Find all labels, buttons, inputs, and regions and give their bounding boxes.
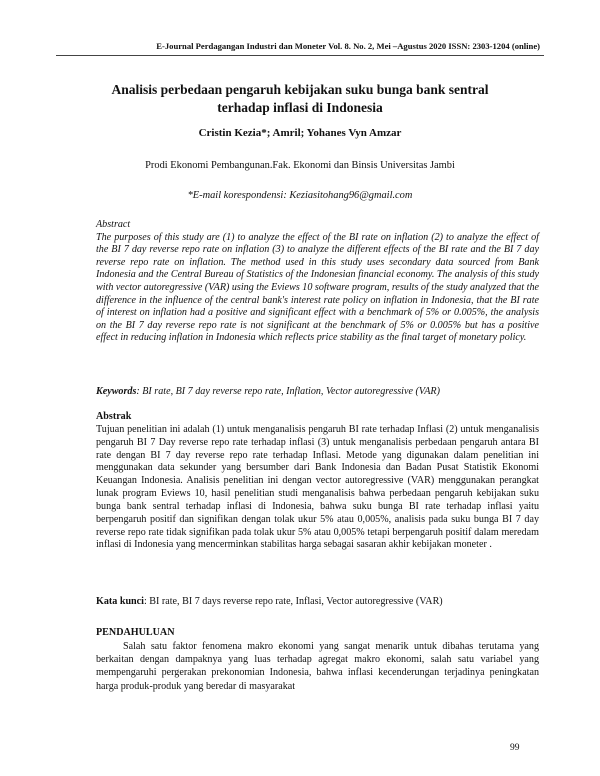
keywords-indonesian	[96, 596, 539, 607]
abstrak-heading: Abstrak	[96, 411, 132, 422]
keywords-english	[96, 386, 539, 397]
author-list: Cristin Kezia*; Amril; Yohanes Vyn Amzar	[198, 127, 402, 139]
title-line-1: Analisis perbedaan pengaruh kebijakan suku bunga bank sentral	[111, 82, 489, 97]
keywords-label: Keywords	[96, 386, 137, 397]
introduction-body	[96, 640, 539, 693]
page-number: 99	[510, 743, 520, 753]
correspondence-email: *E-mail korespondensi: Keziasitohang96@gmail.com	[187, 190, 413, 201]
section-heading-introduction: PENDAHULUAN	[96, 627, 175, 638]
article-title	[60, 81, 540, 117]
kata-kunci-label: Kata kunci	[96, 596, 144, 607]
abstrak-text: Tujuan penelitian ini adalah (1) untuk menganalisis pengaruh BI rate terhadap Inflasi (2) untuk menganalisis pengaruh BI 7 Day reverse repo rate terhadap inflasi (3) untuk menganalisis perbedaan pengaruh antara BI rate dengan BI 7 day reverse repo rate terhadap Inflasi. Metode yang digunakan dalam penelitian ini menggunakan data sekunder yang bersumber dari Bank Indonesia dan Badan Pusat Statistik Ekonomi Keuangan Indonesia. Analisis penelitian ini dengan vector autoregressive (VAR) menggunakan perangkat lunak program Eviews 10, hasil penelitian studi menganalisis bahwa perbedaan pengaruh kebijakan suku bunga bank sentral terhadap inflasi di Indonesia, bahwa suku bunga BI rate terhadap inflasi yaitu berpengaruh positif dan signifikan dengan tolak ukur 5% atau 0,005%, analisis pada suku bunga BI 7 day reverse repo rate tidak signifikan pada tolak ukur 5% atau 0,005% tetapi berpengaruh positif dalam meredam inflasi di Indonesia yang mencerminkan stabilitas harga sebagai sasaran akhir kebijakan moneter .	[96, 423, 539, 551]
abstract-heading: Abstract	[96, 219, 131, 230]
header-rule	[56, 55, 544, 56]
title-line-2: terhadap inflasi di Indonesia	[217, 100, 383, 115]
journal-header: E-Journal Perdagangan Industri dan Moneter Vol. 8. No. 2, Mei –Agustus 2020 ISSN: 2303-1204 (online)	[156, 41, 540, 51]
affiliation: Prodi Ekonomi Pembangunan.Fak. Ekonomi dan Binsis Universitas Jambi	[145, 160, 455, 171]
introduction-paragraph: Salah satu faktor fenomena makro ekonomi yang sangat menarik untuk dibahas terutama yang berkaitan dengan dampaknya yang luas terhadap agregat makro ekonomi, salah satu variabel yang mempengaruhi pergerakan prekonomian Indonesia, bahwa inflasi kecenderungan terjadinya peningkatan harga produk-produk yang beredar di masyarakat	[96, 641, 539, 692]
kata-kunci-list: : BI rate, BI 7 days reverse repo rate, Inflasi, Vector autoregressive (VAR)	[143, 596, 443, 607]
abstract-text: The purposes of this study are (1) to analyze the effect of the BI rate on inflation (2) to analyze the effect of the BI 7 day reverse repo rate on inflation (3) to analyze the different effects of the BI rate and the BI 7 day reverse repo rate on inflation. The method used in this study uses secondary data sourced from Bank Indonesia and the Central Bureau of Statistics of the Indonesian financial economy. The analysis of this study with vector autoregressive (VAR) using the Eviews 10 software program, results of the study analyzed that the difference in the influence of the central bank's interest rate policy on inflation in Indonesia, that the BI rate of interest on inflation had a positive and significant effect with a benchmark of 5% or 0.005%, the analysis on the BI 7 day reverse repo rate is not significant at the benchmark of 5% or 0.005% but has a positive effect in reducing inflation in Indonesia which reflects price stability as the final target of monetary policy.	[96, 231, 539, 344]
keywords-list: : BI rate, BI 7 day reverse repo rate, Inflation, Vector autoregressive (VAR)	[136, 386, 440, 397]
abstract-english	[96, 219, 539, 345]
abstract-indonesian	[96, 411, 539, 552]
